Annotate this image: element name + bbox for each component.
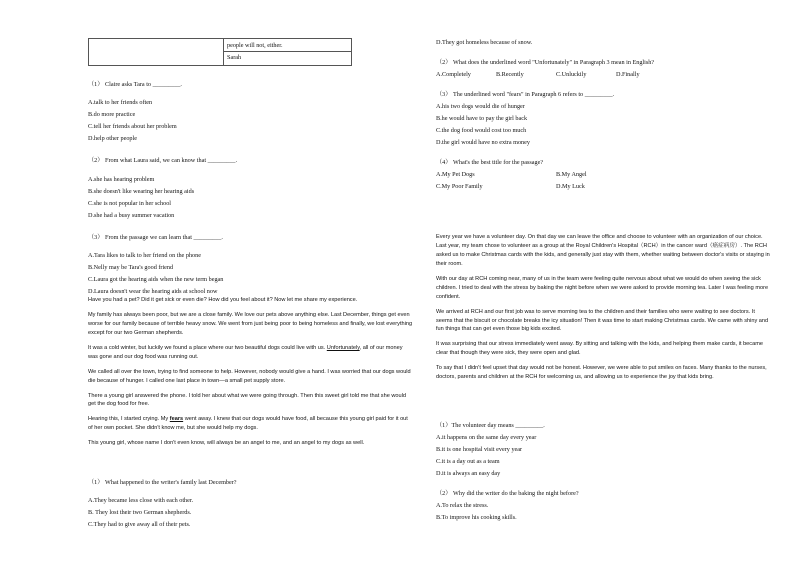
answer-option[interactable]: B. They lost their two German shepherds. [88, 509, 192, 517]
passage-paragraph: With our day at RCH coming near, many of us in the team were feeling quite nervous about what we would do when seeing the sick children. I tried to deal with the stress by baking the night before when we were asked to provide morning tea. Later I was feeling more confident. [436, 275, 769, 300]
answer-option[interactable]: A.talk to her friends often [88, 99, 153, 107]
answer-option[interactable]: D.They got homeless because of snow. [436, 39, 533, 46]
question-block [436, 488, 770, 524]
answer-option[interactable]: B.Nelly may be Tara's good friend [88, 263, 174, 271]
answer-option[interactable]: B.Recently [496, 71, 524, 78]
question-block [88, 232, 418, 298]
question-stem: （1） Claire asks Tara to _________. [88, 81, 182, 89]
questions-set-c [436, 37, 770, 193]
answer-option[interactable]: B.To improve his cooking skills. [436, 514, 517, 521]
passage-paragraph: Every year we have a volunteer day. On that day we can leave the office and choose to volunteer with an organization of our choice. Last year, my team chose to volunteer as a group at the Royal Children's Hospital（RCH）in the cancer ward（癌症病房）. The RCH asked us to make Christmas cards with the kids, and generally just stay with them, whether waiting between doctor's visits or staying in their room. [436, 234, 770, 267]
reference-table [88, 38, 352, 66]
answer-option[interactable]: A.it happens on the same day every year [436, 434, 537, 441]
table-cell [224, 39, 352, 66]
answer-option[interactable]: D.help other people [88, 135, 137, 143]
answer-option[interactable]: B.My Angel [556, 171, 587, 178]
answer-option[interactable]: C.tell her friends about her problem [88, 123, 177, 131]
answer-option[interactable]: A.Completely [436, 71, 471, 78]
question-stem: （2） Why did the writer do the baking the night before? [436, 490, 579, 497]
passage-b [88, 296, 414, 454]
answer-option[interactable]: A.My Pet Dogs [436, 171, 475, 178]
underlined-word: fears [169, 416, 184, 423]
answer-option[interactable]: C.Unluckily [556, 71, 587, 78]
passage-paragraph [88, 415, 414, 433]
question-stem: （1） What happened to the writer's family last December? [88, 479, 237, 487]
passage-paragraph: It was surprising that our stress immediately went away. By sitting and talking with the kids, and helping them make cards, it became clear that though they were sick, they were open and glad. [436, 341, 763, 357]
answer-option[interactable]: D.the girl would have no extra money [436, 139, 530, 146]
answer-option[interactable]: B.he would have to pay the girl back [436, 115, 528, 122]
text-run: It was a cold winter, but luckily we found a place where our two beautiful dogs could live with us. [88, 344, 327, 351]
answer-option[interactable]: A.They became less close with each other. [88, 497, 194, 505]
answer-option[interactable]: B.it is one hospital visit every year [436, 446, 523, 453]
answer-option[interactable]: A.she has hearing problem [88, 175, 155, 183]
answer-option[interactable]: A.his two dogs would die of hunger [436, 103, 525, 110]
answer-option[interactable]: B.do more practice [88, 111, 136, 119]
question-block [88, 79, 418, 145]
answer-option[interactable]: A.Tara likes to talk to her friend on the phone [88, 251, 201, 259]
questions-set-a [88, 73, 418, 298]
answer-option[interactable]: C.Laura got the hearing aids when the new term began [88, 275, 224, 283]
question-stem: （1）The volunteer day means _________. [436, 422, 545, 429]
answer-option[interactable]: C.My Poor Family [436, 183, 483, 190]
passage-paragraph: Have you had a pet? Did it get sick or even die? How did you feel about it? Now let me share my experience. [88, 297, 358, 303]
passage-paragraph: We arrived at RCH and our first job was to serve morning tea to the children and their families who were waiting to see doctors. It seems that the biscuit or chocolate breaks the icy situation! Then it was time to start making Christmas cards. We came with shiny and fun things that can get even those big kids excited. [436, 308, 769, 333]
passage-paragraph: This young girl, whose name I don't even know, will always be an angel to me, and an angel to my dogs as well. [88, 440, 365, 447]
answer-option[interactable]: D.Finally [616, 71, 640, 78]
question-block [436, 420, 770, 480]
answer-option[interactable]: C.They had to give away all of their pets. [88, 521, 191, 529]
passage-c [436, 233, 770, 388]
passage-paragraph [88, 344, 414, 362]
question-stem: （2） What does the underlined word "Unfortunately" in Paragraph 3 mean in English? [436, 59, 655, 66]
answer-option[interactable]: C.the dog food would cost too much [436, 127, 527, 134]
answer-option[interactable]: D.it is always an easy day [436, 470, 501, 477]
answer-option[interactable]: B.she doesn't like wearing her hearing aids [88, 187, 195, 195]
question-stem: （2） From what Laura said, we can know that _________. [88, 157, 237, 165]
questions-set-b [88, 471, 418, 531]
table-cell-line: Sarah [224, 51, 351, 62]
text-run: went away. I knew that our dogs would have food, all because this young girl paid for it out of her own pocket. She didn't know me, but she would help my dogs. [88, 416, 408, 432]
answer-option[interactable]: A.To relax the stress. [436, 502, 489, 509]
passage-paragraph: There a young girl answered the phone. I told her about what we were going through. Then this sweet girl told me that she would get the dog food for free. [88, 392, 406, 408]
text-run: Hearing this, I started crying. My [88, 416, 170, 423]
answer-option[interactable]: C.it is a day out as a team [436, 458, 500, 465]
option-grid [436, 169, 770, 193]
table-cell-line: people will not, either. [227, 42, 283, 49]
answer-option[interactable]: D.My Luck [556, 183, 585, 190]
question-stem: （4） What's the best title for the passage? [436, 159, 544, 166]
answer-option[interactable]: C.she is not popular in her school [88, 199, 172, 207]
questions-set-d [436, 420, 770, 524]
answer-option[interactable]: D.Laura doesn't wear the hearing aids at school now [88, 287, 218, 295]
table-empty-cell [89, 39, 224, 66]
text-run: , all of our money was gone and our dog food was running out. [88, 344, 403, 360]
question-block [88, 155, 418, 221]
answer-option[interactable]: D.she had a busy summer vacation [88, 211, 175, 219]
option-row [436, 69, 770, 81]
passage-paragraph: To say that I didn't feel upset that day would not be honest. However, we were able to put smiles on faces. Many thanks to the nurses, doctors, parents and children at the RCH for welcoming us, and allowing us to experience the joy that kids bring. [436, 365, 767, 381]
question-stem: （3） From the passage we can learn that _________. [88, 233, 223, 241]
underlined-word: Unfortunately [326, 344, 360, 351]
question-stem: （3） The underlined word "fears" in Paragraph 6 refers to _________. [436, 91, 615, 98]
passage-paragraph: My family has always been poor, but we are a close family. We love our pets above anything else. Last December, things get even worse for our family because of terrible heavy snow. We went from just being poor to being homeless and finally, we lost everything except for our two German shepherds. [88, 311, 413, 336]
passage-paragraph: We called all over the town, trying to find someone to help. However, nobody would give a hand. I was worried that our dogs would die because of hunger. I called one last place in town—a small pet supply store. [88, 368, 411, 384]
